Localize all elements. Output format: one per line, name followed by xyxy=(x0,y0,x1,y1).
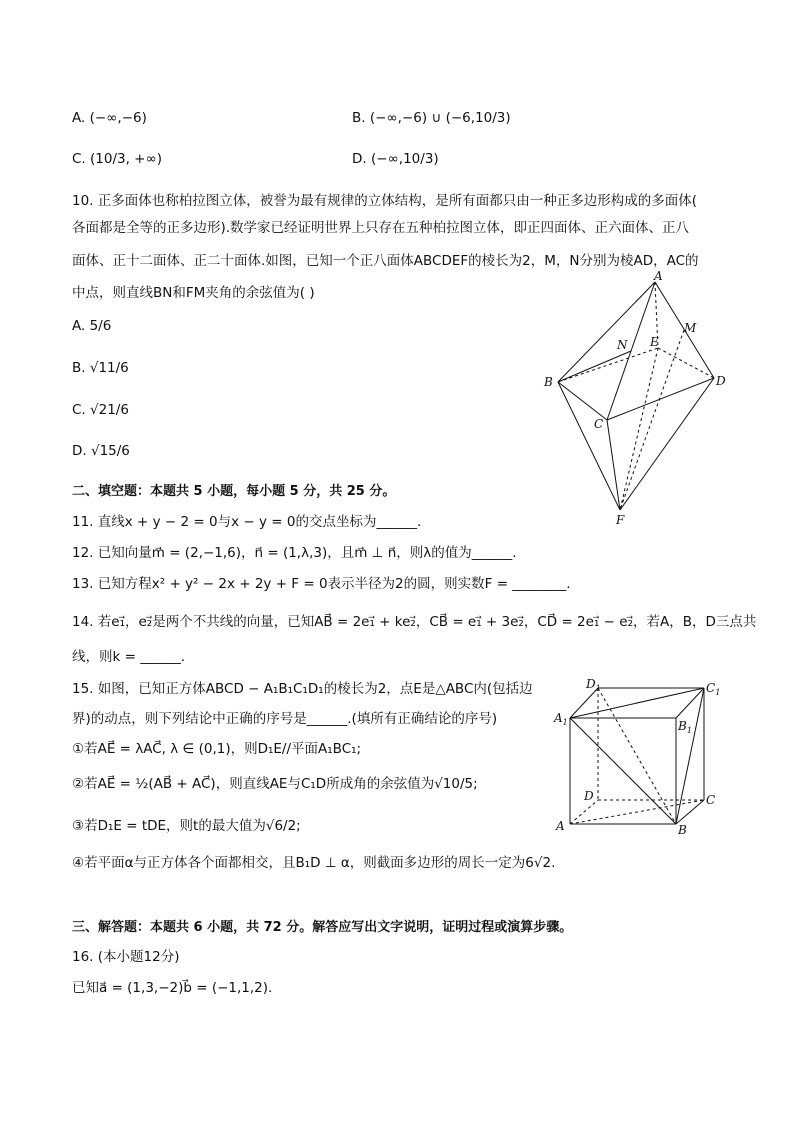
q15-line1: 15. 如图，已知正方体ABCD − A₁B₁C₁D₁的棱长为2，点E是△ABC内(包括边 xyxy=(72,681,533,697)
q10-option-c: C. √21/6 xyxy=(72,402,129,418)
q15-statement-2: ②若AE⃗ = ½(AB⃗ + AC⃗)，则直线AE与C₁D所成角的余弦值为√10/5; xyxy=(72,776,478,792)
label-b: B xyxy=(678,823,687,836)
q9-option-a: A. (−∞,−6) xyxy=(72,110,147,126)
q13: 13. 已知方程x² + y² − 2x + 2y + F = 0表示半径为2的圆，则实数F = ________. xyxy=(72,576,571,592)
label-b: B xyxy=(544,375,553,389)
q9-option-b: B. (−∞,−6) ∪ (−6,10/3) xyxy=(352,110,511,126)
label-a1: $A_1$ xyxy=(554,711,568,727)
q10-option-d: D. √15/6 xyxy=(72,443,130,459)
label-e: E xyxy=(650,335,659,349)
q12: 12. 已知向量m⃗ = (2,−1,6)，n⃗ = (1,λ,3)，且m⃗ ⊥ n⃗，则λ的值为______. xyxy=(72,545,517,561)
q15-statement-1: ①若AE⃗ = λAC⃗, λ ∈ (0,1)，则D₁E//平面A₁BC₁; xyxy=(72,741,362,757)
q10-option-b: B. √11/6 xyxy=(72,360,129,376)
label-b1: $B_1$ xyxy=(678,719,692,735)
label-m: M xyxy=(684,321,697,335)
q10-line2: 各面都是全等的正多边形).数学家已经证明世界上只存在五种柏拉图立体，即正四面体、正六面体、正八 xyxy=(72,220,690,236)
section2-title: 二、填空题：本题共 5 小题，每小题 5 分，共 25 分。 xyxy=(72,484,396,499)
q11: 11. 直线x + y − 2 = 0与x − y = 0的交点坐标为______. xyxy=(72,514,422,530)
octahedron-figure xyxy=(530,270,740,530)
q16-line2: 已知a⃗ = (1,3,−2)b⃗ = (−1,1,2). xyxy=(72,980,273,996)
q14-line1: 14. 若e₁⃗，e₂⃗是两个不共线的向量，已知AB⃗ = 2e₁⃗ + ke₂⃗，CB⃗ = e₁⃗ + 3e₂⃗，CD⃗ = 2e₁⃗ − e₂⃗，若A，B，D三点共 xyxy=(72,614,757,630)
q10-line1: 10. 正多面体也称柏拉图立体，被誉为最有规律的立体结构，是所有面都只由一种正多边形构成的多面体( xyxy=(72,193,698,209)
label-d1: $D_1$ xyxy=(586,677,601,693)
cube-figure xyxy=(548,676,728,836)
label-c1: $C_1$ xyxy=(706,681,721,697)
q10-line4: 中点，则直线BN和FM夹角的余弦值为( ) xyxy=(72,285,315,301)
label-n: N xyxy=(617,338,628,352)
section3-title: 三、解答题：本题共 6 小题，共 72 分。解答应写出文字说明，证明过程或演算步骤。 xyxy=(72,920,573,935)
q15-statement-3: ③若D₁E = tDE，则t的最大值为√6/2; xyxy=(72,818,301,834)
q14-line2: 线，则k = ______. xyxy=(72,649,186,665)
label-d: D xyxy=(584,789,594,803)
q15-statement-4: ④若平面α与正方体各个面都相交，且B₁D ⊥ α，则截面多边形的周长一定为6√2. xyxy=(72,855,556,871)
q9-option-d: D. (−∞,10/3) xyxy=(352,151,439,167)
label-f: F xyxy=(616,513,625,527)
label-c: C xyxy=(706,793,716,807)
label-d: D xyxy=(716,374,726,388)
label-c: C xyxy=(594,417,604,431)
label-a: A xyxy=(654,270,663,283)
q10-option-a: A. 5/6 xyxy=(72,318,112,334)
q15-line2: 界)的动点，则下列结论中正确的序号是______.(填所有正确结论的序号) xyxy=(72,711,498,727)
q9-option-c: C. (10/3, +∞) xyxy=(72,151,162,167)
label-a: A xyxy=(556,819,565,833)
q10-line3: 面体、正十二面体、正二十面体.如图，已知一个正八面体ABCDEF的棱长为2，M，N分别为棱AD，AC的 xyxy=(72,253,699,269)
q16-line1: 16. (本小题12分) xyxy=(72,949,180,965)
